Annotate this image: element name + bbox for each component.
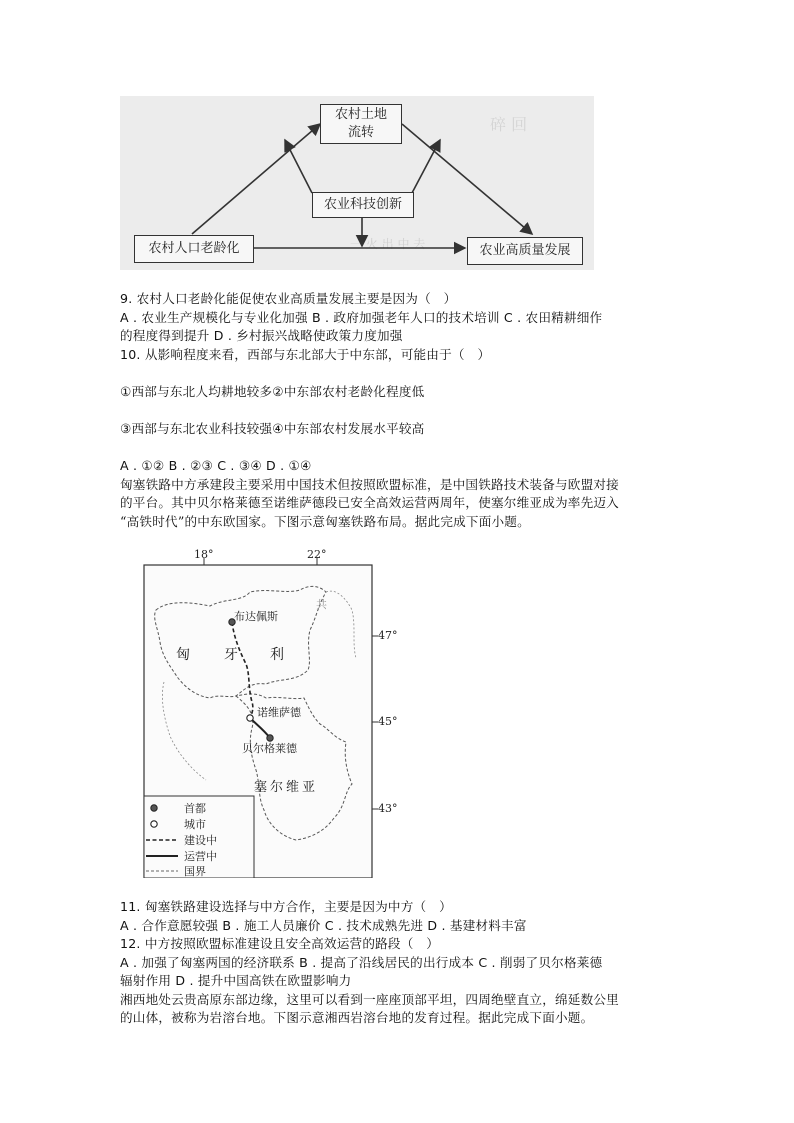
intro2-line3: “高铁时代”的中东欧国家。下图示意匈塞铁路布局。据此完成下面小题。 [120, 513, 530, 529]
box-high-quality-dev: 农业高质量发展 [467, 237, 583, 265]
arrow-tech-to-left [285, 140, 312, 193]
q11-options: A . 合作意愿较强 B . 施工人员廉价 C . 技术成熟先进 D . 基建材料丰富 [120, 917, 527, 933]
railway-map [120, 548, 400, 878]
q10-item1: ①西部与东北人均耕地较多②中东部农村老龄化程度低 [120, 384, 425, 399]
svg-text:碎 回: 碎 回 [490, 115, 528, 134]
label-serbia: 塞尔维亚 [254, 780, 319, 795]
legend-border-label: 国界 [184, 865, 206, 878]
q10-options-and-intro [120, 457, 676, 531]
q9-options-line2: 的程度得到提升 D . 乡村振兴战略使政策力度加强 [120, 328, 403, 343]
label-lat-47: 47° [378, 629, 398, 642]
svg-text:一 火 出 中 去: 一 火 出 中 去 [350, 237, 426, 251]
city-marker-novisad [247, 715, 253, 721]
arrow-aging-to-land [192, 124, 320, 234]
legend-in-operation [144, 848, 217, 864]
box-land-transfer [320, 104, 402, 144]
legend-city [144, 816, 206, 832]
label-hungary-2: 牙 [224, 647, 238, 663]
label-novisad: 诺维萨德 [257, 706, 301, 719]
diagram-figure [120, 96, 594, 270]
legend-in-operation-label: 运营中 [184, 850, 217, 863]
arrow-land-to-quality [402, 124, 532, 234]
arrow-tech-to-right [412, 140, 440, 193]
q10-item2: ③西部与东北农业科技较强④中东部农村发展水平较高 [120, 421, 425, 436]
label-partial: 共 [316, 598, 327, 611]
label-lon-18: 18° [194, 548, 214, 561]
legend-capital [144, 800, 206, 816]
q12-stem: 12. 中方按照欧盟标准建设且安全高效运营的路段（ ） [120, 936, 440, 951]
map-legend [144, 796, 252, 878]
q10-stem: 10. 从影响程度来看，西部与东北部大于中东部，可能由于（ ） [120, 346, 491, 362]
q12-options-line1: A . 加强了匈塞两国的经济联系 B . 提高了沿线居民的出行成本 C . 削弱了贝尔格莱德 [120, 954, 603, 970]
label-hungary-3: 利 [270, 647, 284, 663]
intro2-line1: 匈塞铁路中方承建段主要采用中国技术但按照欧盟标准，是中国铁路技术装备与欧盟对接 [120, 476, 619, 492]
box-rural-aging: 农村人口老龄化 [134, 235, 254, 263]
label-lon-22: 22° [307, 548, 327, 561]
legend-under-construction [144, 832, 217, 848]
legend-capital-label: 首都 [184, 802, 206, 815]
legend-border [144, 863, 206, 879]
intro3-line1: 湘西地处云贵高原东部边缘，这里可以看到一座座顶部平坦，四周绝壁直立，绵延数公里 [120, 991, 619, 1007]
q12-options-line2: 辐射作用 D . 提升中国高铁在欧盟影响力 [120, 973, 352, 988]
label-lat-43: 43° [378, 802, 398, 815]
label-budapest: 布达佩斯 [234, 610, 278, 623]
label-lat-45: 45° [378, 715, 398, 728]
label-belgrade: 贝尔格莱德 [242, 742, 297, 755]
q10-options: A . ①② B . ②③ C . ③④ D . ①④ [120, 458, 312, 473]
q9-stem: 9. 农村人口老龄化能促使农业高质量发展主要是因为（ ） [120, 291, 457, 306]
legend-city-label: 城市 [184, 818, 206, 831]
q9-options-line1: A . 农业生产规模化与专业化加强 B . 政府加强老年人口的技术培训 C . 农田精耕细作 [120, 309, 603, 325]
legend-under-construction-label: 建设中 [184, 834, 217, 847]
q11-stem: 11. 匈塞铁路建设选择与中方合作，主要是因为中方（ ） [120, 899, 452, 914]
question-9 [120, 290, 676, 364]
box-land-transfer-line2: 流转 [347, 125, 374, 140]
intro2-line2: 的平台。其中贝尔格莱德至诺维萨德段已安全高效运营两周年，使塞尔维亚成为率先迈入 [120, 495, 619, 510]
intro3-line2: 的山体，被称为岩溶台地。下图示意湘西岩溶台地的发育过程。据此完成下面小题。 [120, 1010, 594, 1025]
box-land-transfer-line1: 农村土地 [334, 107, 387, 122]
box-agri-tech: 农业科技创新 [312, 192, 414, 218]
questions-11-12 [120, 898, 676, 1028]
label-hungary-1: 匈 [176, 647, 190, 663]
